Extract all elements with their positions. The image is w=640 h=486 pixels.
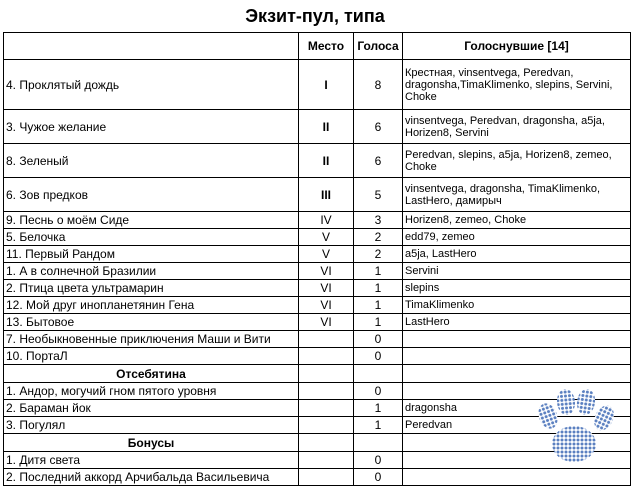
entry-votes: 2	[354, 229, 403, 246]
entry-votes: 8	[354, 60, 403, 110]
entry-place: V	[299, 229, 354, 246]
section-otsebyatina-row	[4, 365, 631, 383]
entry-place	[299, 469, 354, 486]
table-row	[4, 246, 631, 263]
paw-print-icon	[528, 382, 618, 472]
entry-place: VI	[299, 263, 354, 280]
entry-place: IV	[299, 212, 354, 229]
entry-place: I	[299, 60, 354, 110]
entry-votes: 3	[354, 212, 403, 229]
entry-place: II	[299, 144, 354, 178]
entry-votes: 6	[354, 144, 403, 178]
entry-votes: 5	[354, 178, 403, 212]
entry-name: 12. Мой друг инопланетянин Гена	[4, 297, 299, 314]
entry-votes: 0	[354, 383, 403, 400]
entry-voters: vinsentvega, dragonsha, TimaKlimenko, LastHero, дамирыч	[403, 178, 631, 212]
entry-name: 10. ПортаЛ	[4, 348, 299, 365]
entry-voters	[403, 331, 631, 348]
header-row	[4, 33, 631, 60]
entry-place: II	[299, 110, 354, 144]
table-row	[4, 297, 631, 314]
entry-voters: TimaKlimenko	[403, 297, 631, 314]
empty-cell	[403, 365, 631, 383]
entry-name: 1. Дитя света	[4, 452, 299, 469]
section-otsebyatina-heading: Отсебятина	[4, 365, 299, 383]
entry-voters: edd79, zemeo	[403, 229, 631, 246]
entry-place	[299, 400, 354, 417]
entry-place: III	[299, 178, 354, 212]
entry-place: VI	[299, 297, 354, 314]
entry-voters	[403, 348, 631, 365]
table-row	[4, 280, 631, 297]
entry-votes: 1	[354, 263, 403, 280]
entry-voters: vinsentvega, Peredvan, dragonsha, a5ja, Horizen8, Servini	[403, 110, 631, 144]
entry-name: 2. Птица цвета ультрамарин	[4, 280, 299, 297]
header-voters: Голоснувшие [14]	[403, 33, 631, 60]
entry-name: 5. Белочка	[4, 229, 299, 246]
entry-votes: 0	[354, 348, 403, 365]
entry-name: 2. Последний аккорд Арчибальда Васильевича	[4, 469, 299, 486]
entry-name: 8. Зеленый	[4, 144, 299, 178]
entry-voters: Horizen8, zemeo, Choke	[403, 212, 631, 229]
table-row	[4, 178, 631, 212]
entry-voters: a5ja, LastHero	[403, 246, 631, 263]
table-row	[4, 348, 631, 365]
entry-votes: 0	[354, 452, 403, 469]
entry-place	[299, 331, 354, 348]
entry-place: VI	[299, 280, 354, 297]
entry-votes: 1	[354, 314, 403, 331]
empty-cell	[354, 434, 403, 452]
entry-name: 7. Необыкновенные приключения Маши и Вити	[4, 331, 299, 348]
table-row	[4, 144, 631, 178]
entry-name: 1. А в солнечной Бразилии	[4, 263, 299, 280]
section-bonuses-heading: Бонусы	[4, 434, 299, 452]
entry-votes: 0	[354, 469, 403, 486]
entry-name: 4. Проклятый дождь	[4, 60, 299, 110]
table-row	[4, 110, 631, 144]
empty-cell	[299, 365, 354, 383]
entry-votes: 1	[354, 400, 403, 417]
entry-place	[299, 348, 354, 365]
entry-name: 1. Андор, могучий гном пятого уровня	[4, 383, 299, 400]
entry-voters: slepins	[403, 280, 631, 297]
entry-votes: 1	[354, 297, 403, 314]
table-row	[4, 212, 631, 229]
entry-name: 6. Зов предков	[4, 178, 299, 212]
entry-voters: Крестная, vinsentvega, Peredvan, dragonsha,TimaKlimenko, slepins, Servini, Choke	[403, 60, 631, 110]
header-name	[4, 33, 299, 60]
header-votes: Голоса	[354, 33, 403, 60]
entry-votes: 1	[354, 417, 403, 434]
entry-votes: 6	[354, 110, 403, 144]
table-row	[4, 331, 631, 348]
entry-place	[299, 417, 354, 434]
table-row	[4, 263, 631, 280]
entry-name: 3. Чужое желание	[4, 110, 299, 144]
empty-cell	[354, 365, 403, 383]
entry-name: 3. Погулял	[4, 417, 299, 434]
page-title: Экзит-пул, типа	[245, 6, 385, 26]
table-row	[4, 229, 631, 246]
entry-name: 11. Первый Рандом	[4, 246, 299, 263]
entry-place: VI	[299, 314, 354, 331]
entry-name: 13. Бытовое	[4, 314, 299, 331]
entry-voters: LastHero	[403, 314, 631, 331]
table-row	[4, 60, 631, 110]
entry-place	[299, 452, 354, 469]
entry-voters: Peredvan, slepins, a5ja, Horizen8, zemeo, Choke	[403, 144, 631, 178]
entry-name: 2. Бараман йок	[4, 400, 299, 417]
entry-voters: Peredvan	[403, 417, 631, 434]
entry-votes: 2	[354, 246, 403, 263]
header-place: Место	[299, 33, 354, 60]
entry-voters: dragonsha	[403, 400, 631, 417]
entry-place	[299, 383, 354, 400]
entry-name: 9. Песнь о моём Сиде	[4, 212, 299, 229]
entry-place: V	[299, 246, 354, 263]
empty-cell	[299, 434, 354, 452]
entry-votes: 1	[354, 280, 403, 297]
entry-voters: Servini	[403, 263, 631, 280]
entry-votes: 0	[354, 331, 403, 348]
table-row	[4, 314, 631, 331]
